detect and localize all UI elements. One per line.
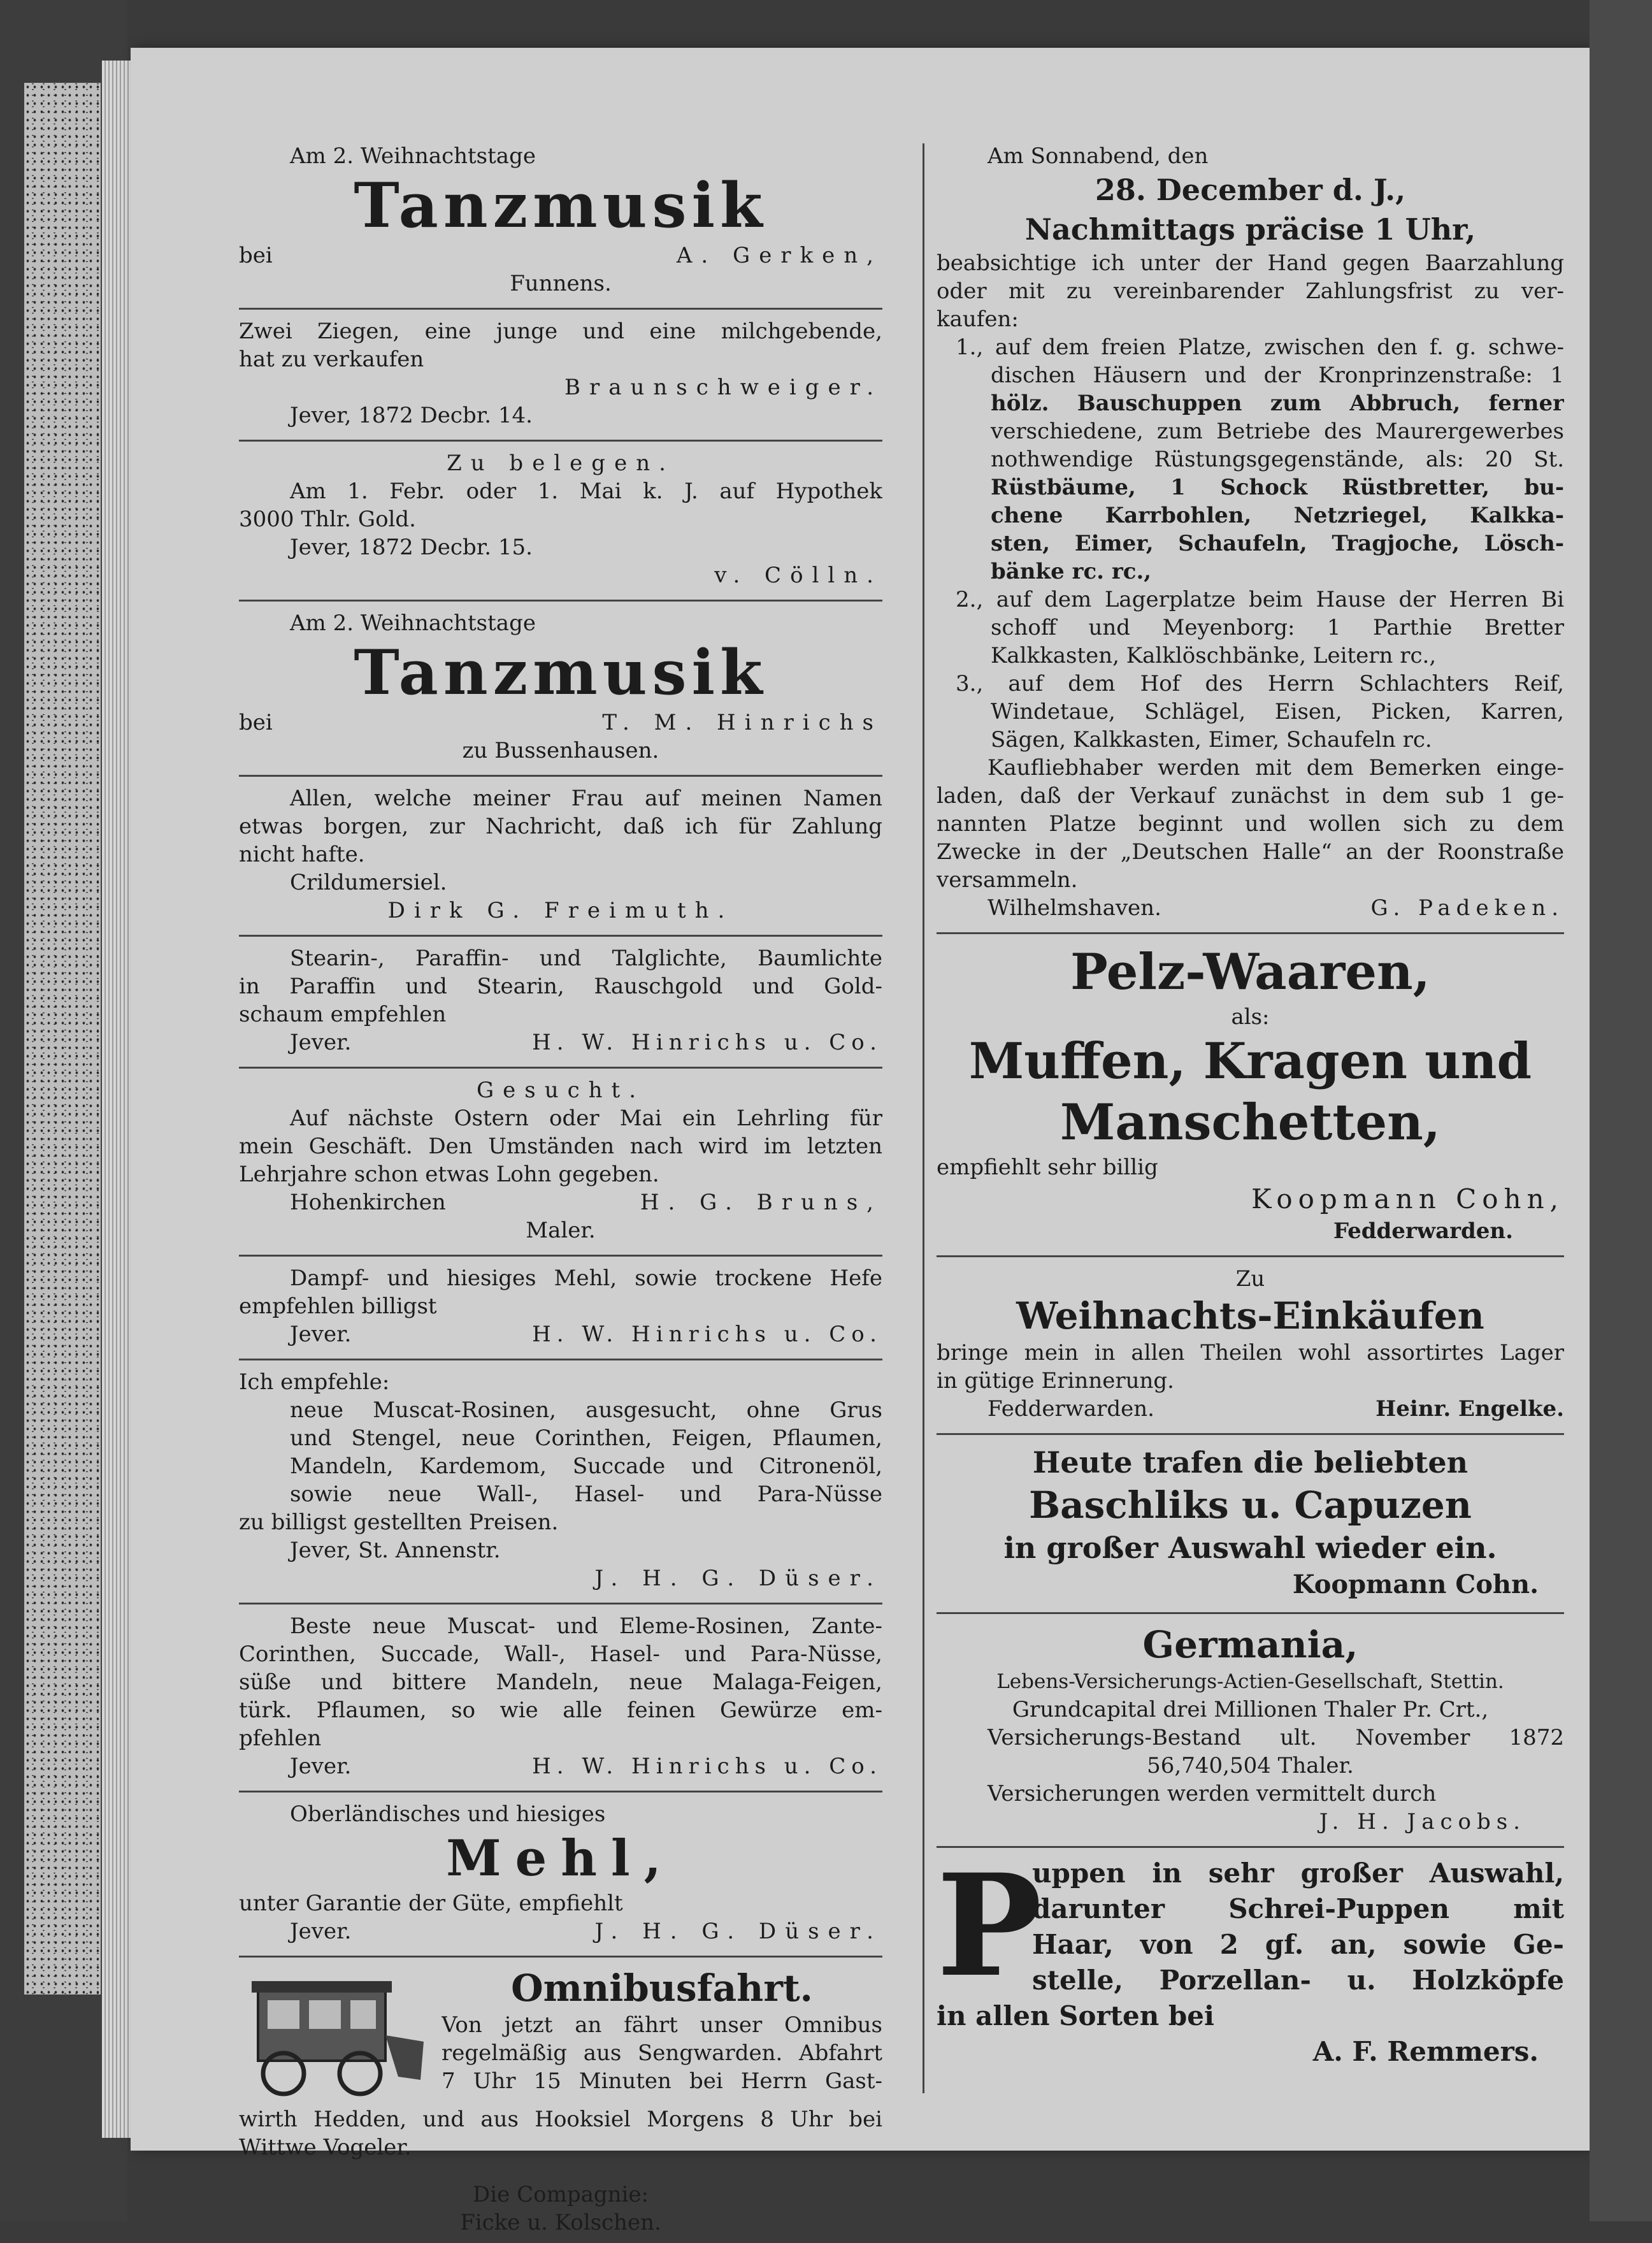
ad-date: Am 2. Weihnachtstage (290, 610, 536, 636)
ad-text: Kaufliebhaber werden mit dem Bemerken einge- (988, 755, 1564, 781)
ad-text: Lebens-Versicherungs-Actien-Gesellschaft, Stettin. (996, 1670, 1504, 1693)
omnibus-block (239, 1965, 882, 2105)
ad-pelz-waaren (937, 937, 1564, 1251)
ad-row (239, 1320, 882, 1348)
ad-place: Wilhelmshaven. (988, 895, 1161, 921)
ad-text: Versicherungen werden vermittelt durch (988, 1781, 1437, 1807)
ad-tanzmusik-gerken (239, 137, 882, 304)
ad-text: bei (239, 710, 273, 735)
ad-text: Auf nächste Ostern oder Mai ein Lehrling für (290, 1106, 882, 1131)
ad-signature: T. M. Hinrichs (602, 710, 882, 735)
separator (239, 600, 882, 602)
ad-signature: Braunschweiger. (564, 375, 882, 400)
ad-heading: Nachmittags präcise 1 Uhr, (1024, 212, 1476, 247)
ad-signature: H. G. Bruns, (640, 1190, 882, 1215)
ad-text: Von jetzt an fährt unser Omnibus (442, 2012, 882, 2038)
ad-title: Pelz-Waaren, (1070, 943, 1430, 1001)
ad-ziegen (239, 312, 882, 436)
ad-text: Am Sonnabend, den (988, 143, 1209, 169)
ad-title: Tanzmusik (354, 169, 768, 242)
separator (239, 308, 882, 310)
separator (239, 1603, 882, 1605)
ad-weihnachts-einkaeufe (937, 1260, 1564, 1429)
ad-mehl-dueser (239, 1795, 882, 1952)
ad-text: Mandeln, Kardemom, Succade und Citronenöl, (290, 1453, 882, 1479)
ad-row (239, 1752, 882, 1780)
ad-heading: Heute trafen die beliebten (1032, 1445, 1469, 1480)
ad-auktion-padeken (937, 137, 1564, 928)
ad-text: Zwecke in der „Deutschen Halle“ an der Roonstraße (937, 839, 1564, 865)
ad-place: Funnens. (510, 271, 612, 296)
ad-row (239, 242, 882, 270)
ad-row (239, 1917, 882, 1945)
ad-text: Maler. (526, 1218, 596, 1243)
ad-date: 28. December d. J., (1095, 173, 1406, 207)
ad-date: Am 2. Weihnachtstage (290, 143, 536, 169)
ad-place: Fedderwarden. (988, 1396, 1154, 1422)
ad-text: Kalkkasten, Kalklöschbänke, Leitern rc., (991, 643, 1437, 668)
ad-signature: G. Padeken. (1370, 895, 1564, 921)
separator (937, 1433, 1564, 1435)
ad-text: und Stengel, neue Corinthen, Feigen, Pflaumen, (290, 1425, 882, 1451)
separator (239, 1067, 882, 1069)
ad-heading: in großer Auswahl wieder ein. (1003, 1531, 1497, 1565)
ad-text: bänke rc. rc., (991, 559, 1152, 584)
ad-text: wirth Hedden, und aus Hooksiel Morgens 8 Uhr bei (239, 2107, 882, 2132)
ad-signature: H. W. Hinrichs u. Co. (532, 1322, 882, 1347)
ad-germania (937, 1617, 1564, 1842)
ad-text: verschiedene, zum Betriebe des Maurergewerbes (991, 419, 1564, 444)
ad-text: 7 Uhr 15 Minuten bei Herrn Gast- (442, 2068, 882, 2094)
separator (239, 935, 882, 937)
ad-date: Jever, 1872 Decbr. 15. (290, 535, 533, 560)
ad-heading: Gesucht. (476, 1078, 645, 1103)
ad-signature: v. Cölln. (714, 563, 882, 588)
ad-date: Jever, 1872 Decbr. 14. (290, 403, 533, 428)
ad-text: beabsichtige ich unter der Hand gegen Baarzahlung (937, 250, 1564, 276)
separator (239, 1255, 882, 1257)
ad-signature: Heinr. Engelke. (1375, 1396, 1564, 1422)
book-edge-speckled (24, 83, 101, 1994)
ad-text: Allen, welche meiner Frau auf meinen Namen (290, 786, 882, 811)
separator (239, 440, 882, 442)
ad-rosinen-dueser (239, 1363, 882, 1599)
ad-text: unter Garantie der Güte, empfiehlt (239, 1891, 623, 1916)
ad-text: Rüstbäume, 1 Schock Rüstbretter, bu- (991, 475, 1564, 500)
ad-signature: J. H. Jacobs. (1319, 1809, 1526, 1835)
ad-title: Weihnachts-Einkäufen (1016, 1294, 1484, 1338)
ad-title: Omnibusfahrt. (511, 1966, 813, 2010)
ad-text: Zu (1235, 1266, 1265, 1292)
drop-cap: P (937, 1843, 1042, 2008)
ad-text: schoff und Meyenborg: 1 Parthie Bretter (991, 615, 1564, 640)
ad-signature: H. W. Hinrichs u. Co. (532, 1030, 882, 1055)
ad-text: Stearin-, Paraffin- und Talglichte, Baumlichte (290, 946, 882, 971)
ad-signature: J. H. G. Düser. (594, 1566, 882, 1591)
ad-text: Lehrjahre schon etwas Lohn gegeben. (239, 1162, 659, 1187)
ad-text: türk. Pflaumen, so wie alle feinen Gewürze em- (239, 1698, 882, 1723)
ad-place: Jever. (290, 1919, 352, 1944)
ad-text: nothwendige Rüstungsgegenstände, als: 20 St. (991, 447, 1564, 472)
ad-gesucht (239, 1071, 882, 1251)
ad-text: Haar, von 2 gf. an, sowie Ge- (1032, 1929, 1564, 1960)
ad-text: empfehlen billigst (239, 1294, 437, 1319)
ad-text: Sägen, Kalkkasten, Eimer, Schaufeln rc. (991, 727, 1432, 753)
ad-text: in Paraffin und Stearin, Rauschgold und Gold- (239, 974, 882, 999)
ad-text: Oberländisches und hiesiges (290, 1801, 606, 1827)
ad-place: zu Bussenhausen. (462, 738, 659, 763)
ad-signature: A. Gerken, (676, 243, 882, 268)
ad-heading: Manschetten, (1060, 1093, 1440, 1151)
ad-stearin (239, 939, 882, 1063)
ad-text: als: (1231, 1004, 1270, 1030)
ad-text: Am 1. Febr. oder 1. Mai k. J. auf Hypothek (290, 479, 882, 504)
ad-tanzmusik-hinrichs (239, 604, 882, 771)
ad-text: etwas borgen, zur Nachricht, daß ich für Zahlung (239, 814, 882, 839)
ad-text: kaufen: (937, 307, 1019, 332)
puppen-block (937, 1843, 1564, 2008)
ad-text: chene Karrbohlen, Netzriegel, Kalkka- (991, 503, 1564, 528)
ad-row (239, 1028, 882, 1057)
ad-text: nannten Platze beginnt und wollen sich zu dem (937, 811, 1564, 837)
ad-text: Wittwe Vogeler. (239, 2135, 412, 2160)
ad-text: mein Geschäft. Den Umständen nach wird im letzten (239, 1134, 882, 1159)
ad-text: stelle, Porzellan- u. Holzköpfe (1032, 1965, 1564, 1996)
ad-heading: Muffen, Kragen und (968, 1032, 1532, 1090)
ad-row (239, 1188, 882, 1216)
ad-place: Fedderwarden. (1333, 1218, 1513, 1244)
ad-text: hölz. Bauschuppen zum Abbruch, ferner (991, 391, 1564, 416)
separator (239, 775, 882, 777)
ad-puppen (937, 1843, 1564, 2076)
ad-signature: Koopmann Cohn, (1251, 1183, 1564, 1215)
ad-text: Beste neue Muscat- und Eleme-Rosinen, Zante- (290, 1613, 882, 1639)
ad-text: 1., auf dem freien Platze, zwischen den f. g. schwe- (956, 335, 1564, 360)
ad-heading: Zu belegen. (447, 451, 675, 476)
ad-text: Versicherungs-Bestand ult. November 1872 (988, 1725, 1564, 1750)
ad-text: süße und bittere Mandeln, neue Malaga-Feigen, (239, 1670, 882, 1695)
ad-text: Zwei Ziegen, eine junge und eine milchgebende, (239, 319, 882, 344)
ad-signature: Koopmann Cohn. (1292, 1569, 1539, 1599)
ad-row (239, 709, 882, 737)
ad-text: hat zu verkaufen (239, 347, 424, 372)
separator (239, 1791, 882, 1792)
ad-text: Grundcapital drei Millionen Thaler Pr. Crt., (1012, 1697, 1489, 1722)
ad-text: Dampf- und hiesiges Mehl, sowie trockene Hefe (290, 1266, 882, 1291)
ad-baschliks (937, 1438, 1564, 1608)
ad-signature: H. W. Hinrichs u. Co. (532, 1754, 882, 1779)
left-column (239, 137, 882, 2243)
ad-text: neue Muscat-Rosinen, ausgesucht, ohne Grus (290, 1397, 882, 1423)
separator (937, 1255, 1564, 1257)
ad-text: versammeln. (937, 867, 1078, 893)
ad-text: dischen Häusern und der Kronprinzenstraße: 1 (991, 363, 1564, 388)
ad-text: 56,740,504 Thaler. (1147, 1753, 1354, 1778)
ad-text: oder mit zu vereinbarender Zahlungsfrist zu ver- (937, 278, 1564, 304)
ad-signature: J. H. G. Düser. (594, 1919, 882, 1944)
ad-text: darunter Schrei-Puppen mit (1032, 1893, 1564, 1924)
ad-text: bringe mein in allen Theilen wohl assortirtes Lager (937, 1340, 1564, 1366)
ad-text: in allen Sorten bei (937, 2000, 1214, 2031)
ad-text: pfehlen (239, 1726, 322, 1751)
ad-text: laden, daß der Verkauf zunächst in dem sub 1 ge- (937, 783, 1564, 809)
ad-text: 3000 Thlr. Gold. (239, 507, 416, 532)
stagecoach-icon (239, 1965, 430, 2105)
separator (937, 1612, 1564, 1614)
ad-text: schaum empfehlen (239, 1002, 447, 1027)
ad-place: Jever, St. Annenstr. (290, 1538, 501, 1563)
ad-signature: Dirk G. Freimuth. (387, 898, 734, 923)
separator (239, 1359, 882, 1360)
ad-text: 3., auf dem Hof des Herrn Schlachters Reif, (956, 671, 1564, 696)
ad-place: Jever. (290, 1754, 352, 1779)
background-right (1590, 0, 1652, 2221)
ad-place: Crildumersiel. (290, 870, 447, 895)
ad-text: sowie neue Wall-, Hasel- und Para-Nüsse (290, 1482, 882, 1507)
ad-text: bei (239, 243, 273, 268)
ad-signature: A. F. Remmers. (1312, 2036, 1539, 2067)
ad-text: regelmäßig aus Sengwarden. Abfahrt (442, 2040, 882, 2066)
ad-row (937, 1395, 1564, 1423)
ad-mehl-hefe (239, 1259, 882, 1355)
separator (937, 932, 1564, 934)
ad-title: Mehl, (446, 1829, 675, 1887)
ad-text: empfiehlt sehr billig (937, 1155, 1158, 1180)
ad-text: 2., auf dem Lagerplatze beim Hause der Herren Bi (956, 587, 1564, 612)
ad-title: Tanzmusik (354, 637, 768, 709)
ad-text: uppen in sehr großer Auswahl, (1032, 1857, 1564, 1889)
ad-text: nicht hafte. (239, 842, 365, 867)
ad-title: Germania, (1142, 1623, 1358, 1666)
ad-text: Corinthen, Succade, Wall-, Hasel- und Para-Nüsse, (239, 1641, 882, 1667)
puppen-text (1032, 1856, 1564, 1998)
separator (239, 1956, 882, 1958)
ad-text: Ich empfehle: (239, 1369, 390, 1395)
column-divider (923, 143, 924, 2093)
ad-text: Die Compagnie: (473, 2182, 649, 2207)
ad-row (937, 894, 1564, 922)
ad-zu-belegen (239, 444, 882, 596)
ad-text: in gütige Erinnerung. (937, 1368, 1174, 1394)
omnibus-text (442, 1965, 882, 2105)
ad-warnung (239, 779, 882, 931)
ad-beste-rosinen (239, 1607, 882, 1787)
ad-signature: Ficke u. Kolschen. (460, 2210, 661, 2235)
ad-text: sten, Eimer, Schaufeln, Tragjoche, Lösch- (991, 531, 1564, 556)
ad-text: zu billigst gestellten Preisen. (239, 1510, 559, 1535)
ad-omnibusfahrt (239, 1960, 882, 2243)
ad-text: Windetaue, Schlägel, Eisen, Picken, Karren, (991, 699, 1564, 725)
ad-place: Hohenkirchen (290, 1190, 446, 1215)
ad-title: Baschliks u. Capuzen (1029, 1483, 1472, 1527)
ad-place: Jever. (290, 1322, 352, 1347)
right-column (937, 137, 1564, 2076)
ad-place: Jever. (290, 1030, 352, 1055)
